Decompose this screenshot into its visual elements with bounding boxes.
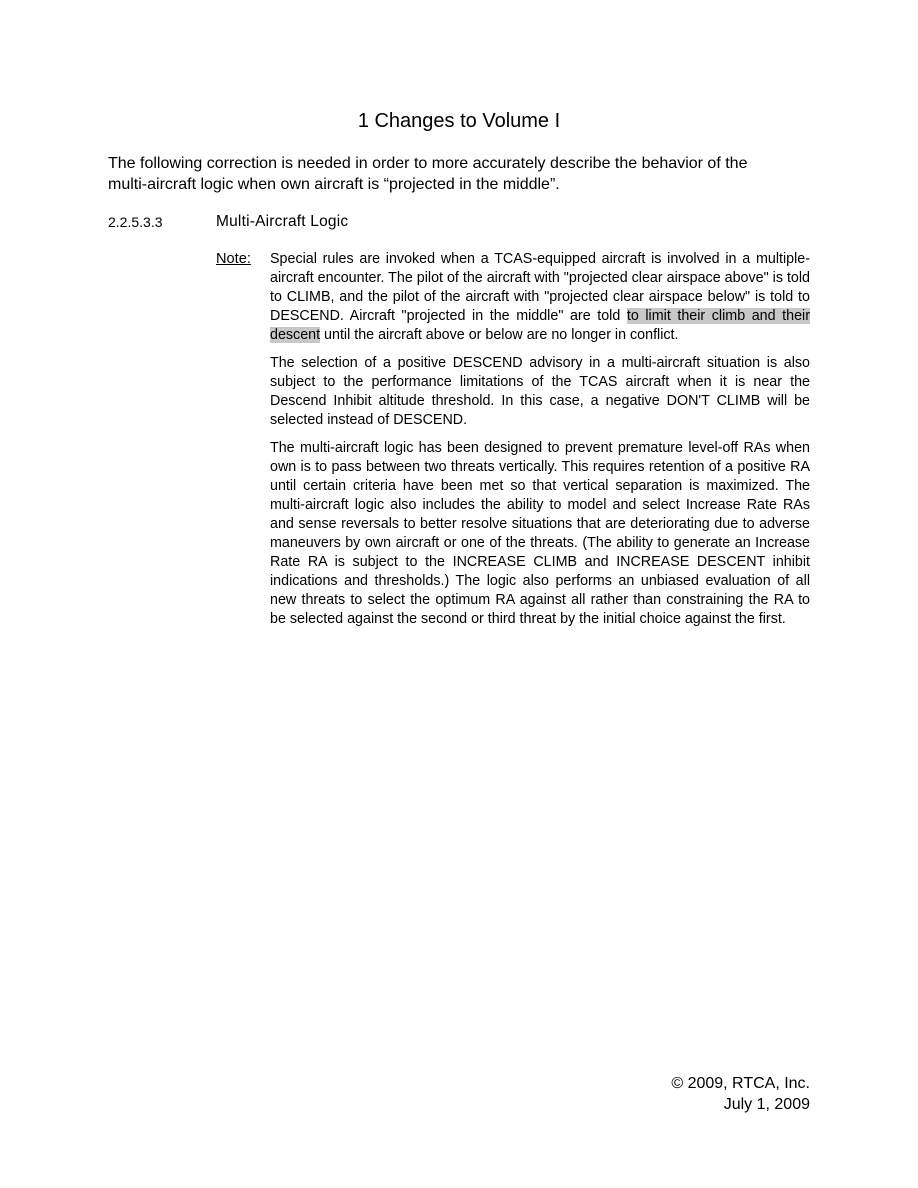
note-body bbox=[270, 250, 810, 638]
section-title: Multi-Aircraft Logic bbox=[216, 213, 349, 230]
footer bbox=[671, 1073, 810, 1115]
section-number: 2.2.5.3.3 bbox=[108, 214, 163, 230]
note-paragraph-2: The selection of a positive DESCEND advisory in a multi-aircraft situation is also subject to the performance limitations of the TCAS aircraft when it is near the Descend Inhibit altitude threshold. In this case, a negative DON'T CLIMB will be selected instead of DESCEND. bbox=[270, 355, 810, 428]
note-paragraph-1 bbox=[270, 250, 810, 345]
note-paragraph-1-tail: until the aircraft above or below are no longer in conflict. bbox=[320, 327, 679, 343]
note-paragraph-3: The multi-aircraft logic has been designed to prevent premature level-off RAs when own is to pass between two threats vertically. This requires retention of a positive RA until certain criteria have been met so that vertical separation is maximized. The multi-aircraft logic also includes the ability to model and select Increase Rate RAs and sense reversals to better resolve situations that are deteriorating due to adverse maneuvers by own aircraft or one of the threats. (The ability to generate an Increase Rate RA is subject to the INCREASE CLIMB and INCREASE DESCENT inhibit indications and thresholds.) The logic also performs an unbiased evaluation of all new threats to select the optimum RA against all rather than constraining the RA to be selected against the second or third threat by the initial choice against the first. bbox=[270, 440, 810, 627]
intro-paragraph: The following correction is needed in order to more accurately describe the behavior of the multi-aircraft logic when own aircraft is “projected in the middle”. bbox=[108, 155, 748, 193]
note-paragraph-1-text: Special rules are invoked when a TCAS-equipped aircraft is involved in a multiple-aircraft encounter. The pilot of the aircraft with "projected clear airspace above" is told to CLIMB, and the pilot of the aircraft with "projected clear airspace below" is told to DESCEND. Aircraft "projected in the middle" are told bbox=[270, 251, 810, 324]
note-label: Note: bbox=[216, 251, 251, 267]
highlighted-text[interactable]: to limit their climb and their descent bbox=[270, 308, 810, 343]
page-title: 1 Changes to Volume I bbox=[357, 110, 561, 132]
copyright-notice: © 2009, RTCA, Inc. bbox=[671, 1075, 810, 1092]
footer-date: July 1, 2009 bbox=[723, 1096, 810, 1113]
